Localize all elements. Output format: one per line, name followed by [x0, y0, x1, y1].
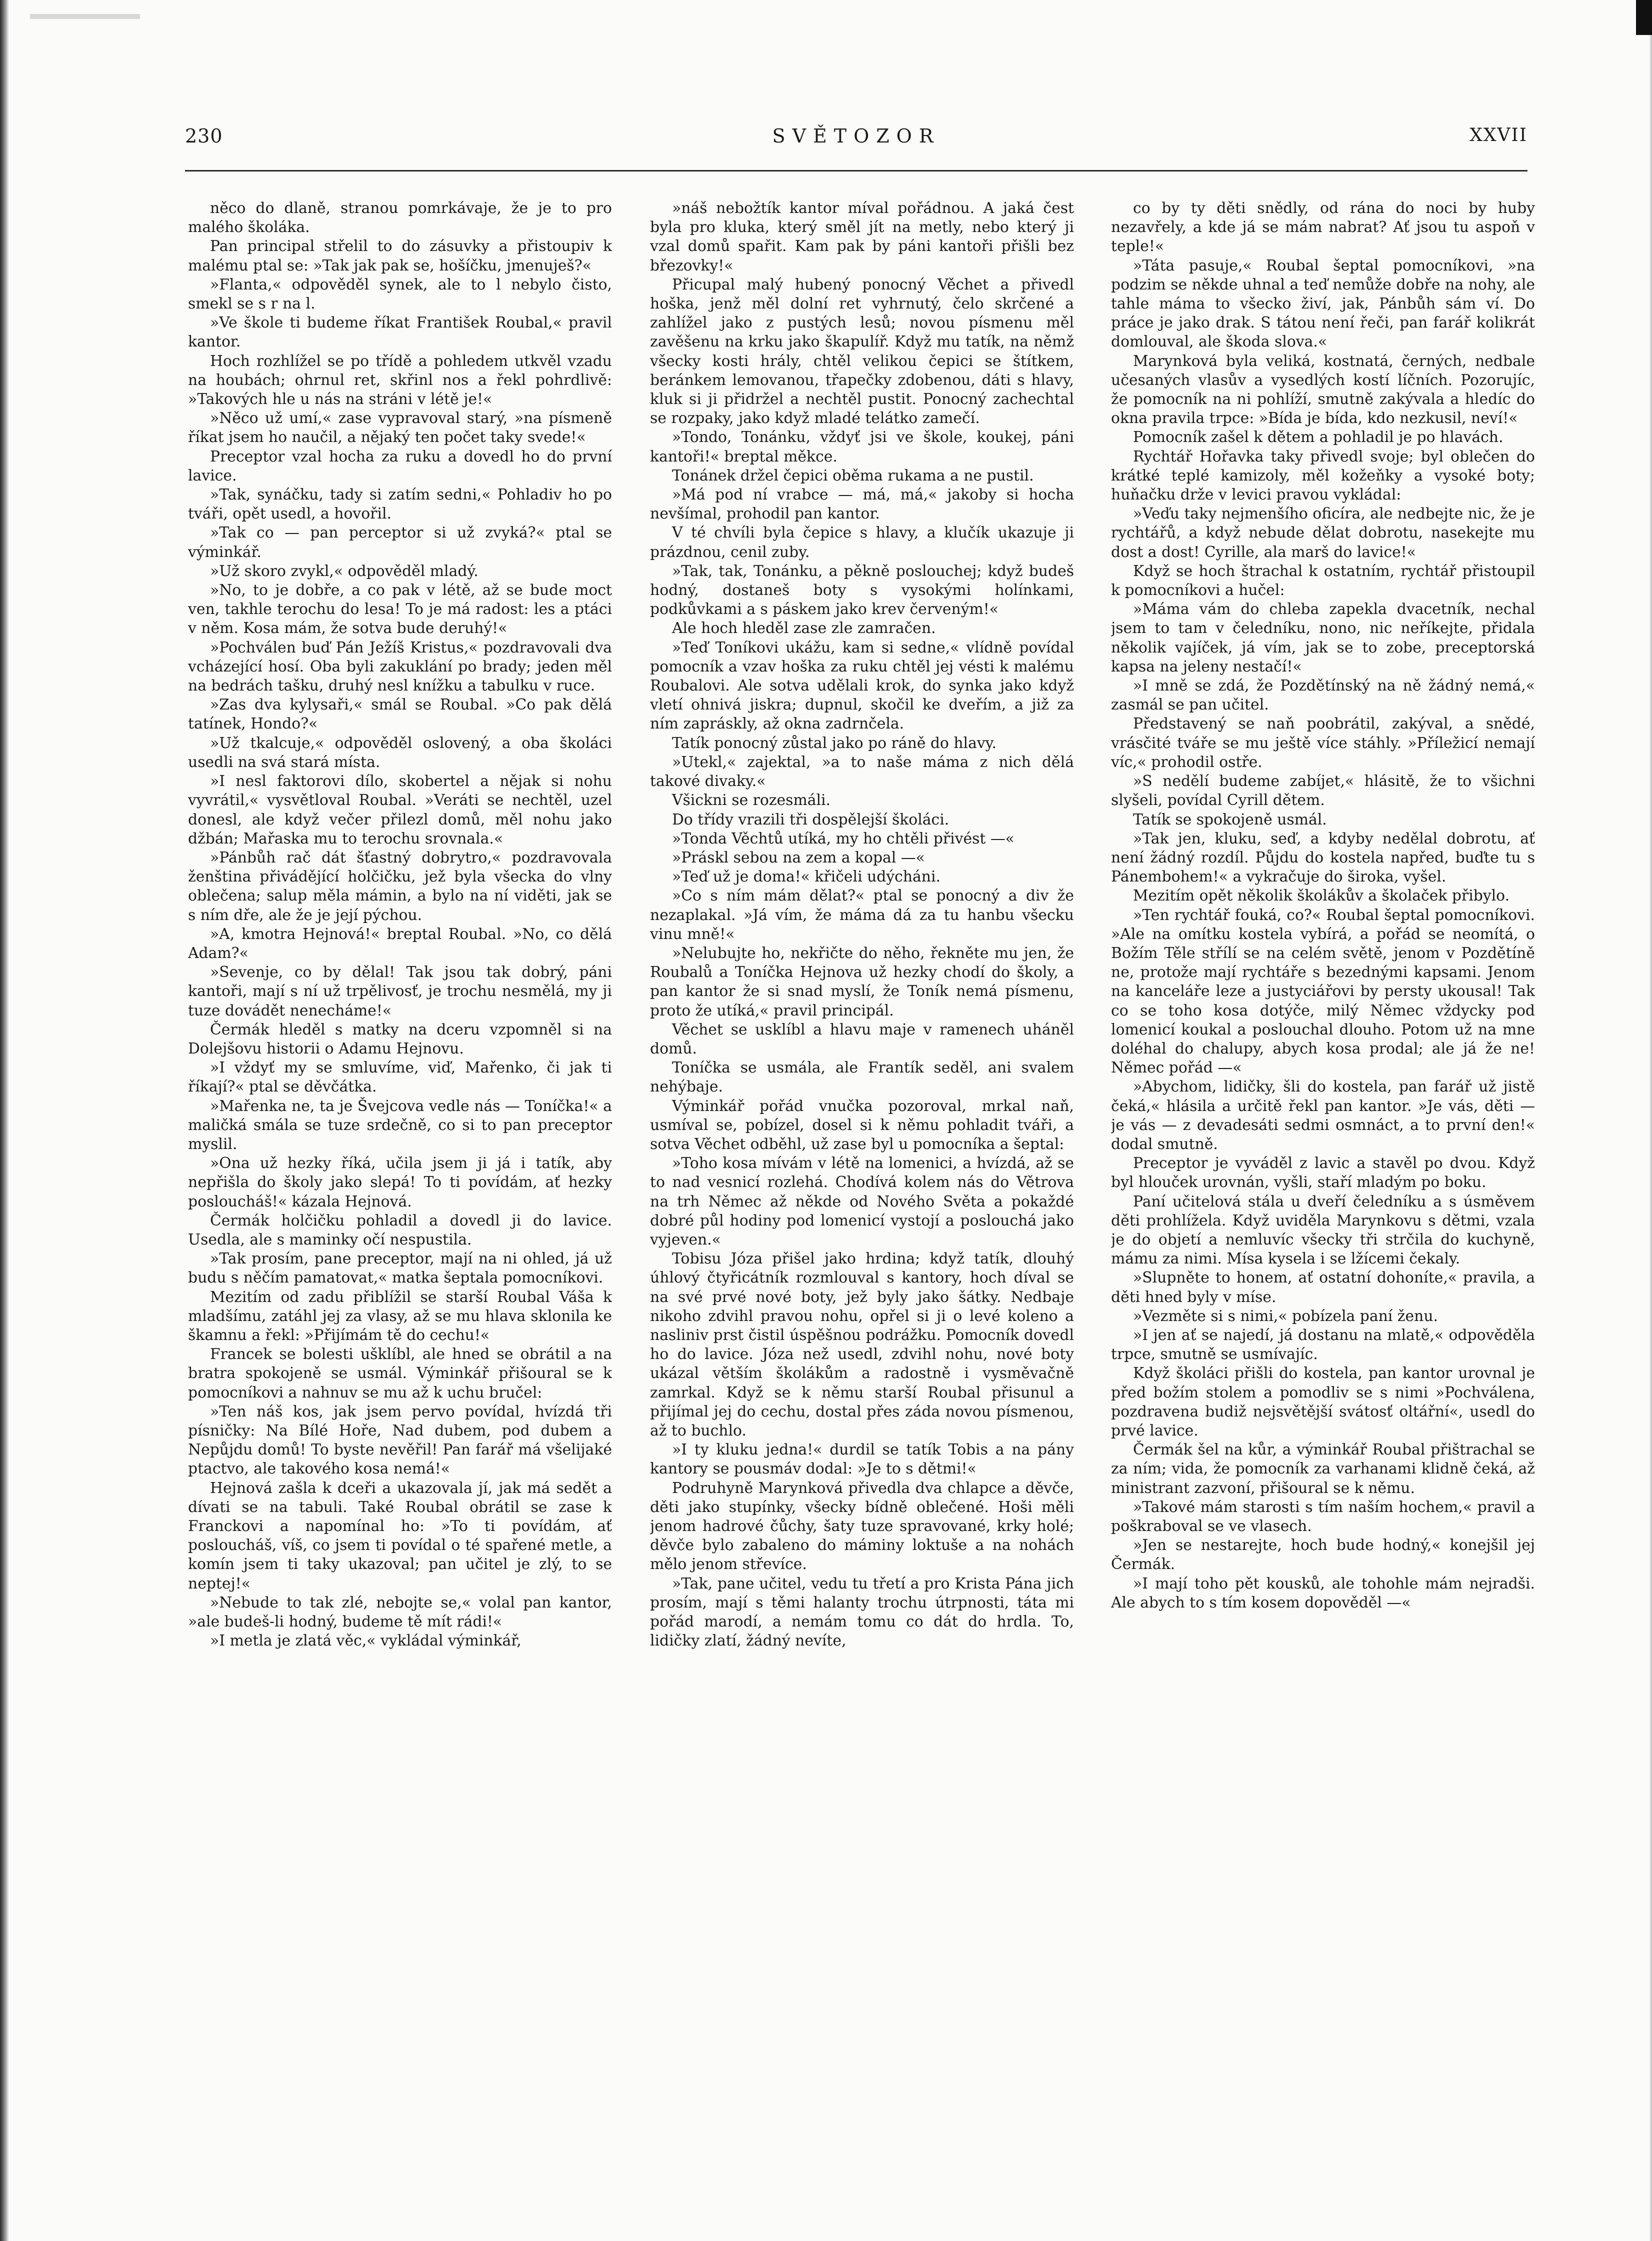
paragraph: »I jen ať se najedí, já dostanu na mlatě,« odpověděla trpce, smutně se usmívajíc. [1111, 1326, 1535, 1364]
text-column-middle [650, 199, 1074, 2134]
paragraph: »Takové mám starosti s tím naším hochem,« pravil a poškraboval se ve vlasech. [1111, 1498, 1535, 1536]
paragraph: »Má pod ní vrabce — má, má,« jakoby si hocha nevšímal, prohodil pan kantor. [650, 486, 1074, 523]
paragraph: Marynková byla veliká, kostnatá, černých, nedbale učesaných vlasův a vysedlých kostí líčních. Pozorujíc, že pomocník na ni pohlíží, smutně zakývala a hledíc do okna pravila trpce: »Bída je bída, kdo nezkusil, neví!« [1111, 352, 1535, 428]
paragraph: »náš nebožtík kantor míval pořádnou. A jaká čest byla pro kluka, který směl jít na metly, nebo který ji vzal domů spařit. Kam pak by páni kantoři přišli bez březovky!« [650, 200, 1074, 274]
paragraph: »Tak jen, kluku, seď, a kdyby nedělal dobrotu, ať není žádný rozdíl. Půjdu do kostela napřed, buďte tu s Pánembohem!« a vykračuje do široka, vyšel. [1111, 830, 1535, 886]
paragraph: Čermák šel na kůr, a výminkář Roubal přištrachal se za ním; vida, že pomocník za varhanami klidně čeká, až ministrant zazvoní, přišoural se k němu. [1111, 1441, 1535, 1497]
paragraph: »Jen se nestarejte, hoch bude hodný,« konejšil jej Čermák. [1111, 1536, 1535, 1574]
paragraph: »Veďu taky nejmenšího oficíra, ale nedbejte nic, že je rychtářů, a když nebude dělat dobrotu, nasekejte mu dost a dost! Cyrille, ala marš do lavice!« [1111, 505, 1535, 561]
text-column-left [188, 199, 612, 2134]
paragraph: »Tak, tak, Tonánku, a pěkně poslouchej; když budeš hodný, dostaneš boty s vysokými holínkami, podkůvkami a s páskem jako krev červeným!« [650, 562, 1074, 618]
paragraph: »Něco už umí,« zase vypravoval starý, »na písmeně říkat jsem ho naučil, a nějaký ten počet taky svede!« [188, 410, 612, 446]
paragraph: »Co s ním mám dělat?« ptal se ponocný a div že nezaplakal. »Já vím, že máma dá za tu hanbu všecku vinu mně!« [650, 887, 1074, 943]
paragraph: »I mají toho pět kousků, ale tohohle mám nejradši. Ale abych to s tím kosem dopověděl —« [1111, 1574, 1535, 1612]
paragraph: Všickni se rozesmáli. [672, 792, 831, 810]
page-header [185, 125, 1528, 155]
paragraph: »Toho kosa mívám v létě na lomenici, a hvízdá, až se to nad vesnicí rozlehá. Chodívá kolem nás do Větrova na trh Němec až někde od Nového Světa a pokaždé dobré půl hodiny pod lomenicí vystojí a poslouchá jako vyjeven.« [650, 1154, 1074, 1248]
paragraph: »Utekl,« zajektal, »a to naše máma z nich dělá takové divaky.« [650, 753, 1074, 790]
paragraph: Toníčka se usmála, ale Frantík seděl, ani svalem nehýbaje. [650, 1059, 1074, 1096]
paragraph: Pomocník zašel k dětem a pohladil je po hlavách. [1133, 428, 1504, 446]
scan-mark-top [30, 14, 140, 19]
paragraph: Čermák holčičku pohladil a dovedl ji do lavice. Usedla, ale s maminky očí nespustila. [188, 1212, 612, 1248]
scan-edge-right [1649, 35, 1652, 2241]
paragraph: Preceptor je vyváděl z lavic a stavěl po dvou. Když byl hlouček urovnán, vyšli, staří mladým po boku. [1111, 1154, 1535, 1192]
paragraph: »Ona už hezky říká, učila jsem ji já i tatík, aby nepřišla do školy jako slepá! To ti povídám, ať hezky posloucháš!« kázala Hejnová. [188, 1154, 612, 1210]
page-number: 230 [185, 125, 223, 147]
paragraph: »Tondo, Tonánku, vždyť jsi ve škole, koukej, páni kantoři!« breptal měkce. [650, 428, 1074, 466]
journal-title: SVĚTOZOR [772, 125, 940, 147]
paragraph: Čermák hleděl s matky na dceru vzpomněl si na Dolejšovu historii o Adamu Hejnovu. [188, 1020, 612, 1058]
paragraph: Věchet se usklíbl a hlavu maje v ramenech uháněl domů. [650, 1020, 1074, 1058]
paragraph: »Slupněte to honem, ať ostatní dohoníte,« pravila, a děti hned byly v míse. [1111, 1269, 1535, 1306]
paragraph: něco do dlaně, stranou pomrkávaje, že je to pro malého školáka. [188, 200, 612, 236]
paragraph: »Teď Toníkovi ukážu, kam si sedne,« vlídně povídal pomocník a vzav hoška za ruku chtěl jej vésti k malému Roubalovi. Ale sotva udělali krok, do synka jako když vletí ohnivá jiskra; dupnul, skočil ke dveřím, a již za ním zapráskly, až okna zadrnčela. [650, 638, 1074, 733]
paragraph: »I metla je zlatá věc,« vykládal výminkář, [210, 1632, 522, 1650]
paragraph: Do třídy vrazili tři dospělejší školáci. [672, 810, 950, 828]
paragraph: Tobisu Józa přišel jako hrdina; když tatík, dlouhý úhlový čtyřicátník rozmlouval s kantory, hoch díval se na své prvé nové boty, jež byly jako šátky. Nedbaje nikoho zdvihl pravou nohu, opřel si ji o levé koleno a nasliniv prst čistil úspěšnou podrážku. Pomocník dovedl ho do lavice. Józa než usedl, zdvihl nohu, nové boty ukázal větším školákům a radostně i vysměvačně zamrkal. Když se k němu starší Roubal přisunul a přijímal jej do cechu, dostal přes záda novou písmenou, až to buchlo. [650, 1250, 1074, 1440]
text-column-right [1111, 199, 1535, 2134]
paragraph: Mezitím od zadu přiblížil se starší Roubal Váša k mladšímu, zatáhl jej za vlasy, až se mu hlava sklonila ke škamnu a řekl: »Přijímám tě do cechu!« [188, 1288, 612, 1344]
paragraph: Hoch rozhlížel se po třídě a pohledem utkvěl vzadu na houbách; ohrnul ret, skřinl nos a řekl pohrdlivě: »Takových hle u nás na stráni v létě je!« [188, 352, 612, 408]
paragraph: Francek se bolesti ušklíbl, ale hned se obrátil a na bratra spokojeně se usmál. Výminkář přišoural se k pomocníkovi a nahnuv se mu až k uchu bručel: [188, 1346, 612, 1402]
paragraph: »Ten náš kos, jak jsem pervo povídal, hvízdá tři písničky: Na Bílé Hoře, Nad dubem, pod dubem a Nepůjdu domů! To byste nevěřil! Pan farář má všelijaké ptactvo, ale takového kosa nemá!« [188, 1402, 612, 1478]
paragraph: »Pánbůh rač dát šťastný dobrytro,« pozdravovala ženština přivádějící holčičku, jež byla všecka do vlny oblečena; salup měla mámin, a bylo na ní viděti, jak se s ním dře, ale že je její pýchou. [188, 848, 612, 924]
paragraph: Mezitím opět několik školákův a školaček přibylo. [1133, 887, 1510, 905]
paragraph: »Už tkalcuje,« odpověděl oslovený, a oba školáci usedli na svá stará místa. [188, 734, 612, 771]
paragraph: »Tak, synáčku, tady si zatím sedni,« Pohladiv ho po tváři, opět usedl, a hovořil. [188, 486, 612, 523]
paragraph: »Abychom, lidičky, šli do kostela, pan farář už jistě čeká,« hlásila a určitě řekl pan kantor. »Je vás, děti — je vás — z devadesáti sedmi osmnáct, a to první den!« dodal smutně. [1111, 1078, 1535, 1153]
paragraph: »Flanta,« odpověděl synek, ale to l nebylo čisto, smekl se s r na l. [188, 276, 612, 313]
paragraph: »Práskl sebou na zem a kopal —« [672, 848, 925, 866]
paragraph: V té chvíli byla čepice s hlavy, a klučík ukazuje ji prázdnou, cenil zuby. [650, 524, 1074, 561]
paragraph: Když se hoch štrachal k ostatním, rychtář přistoupil k pomocníkovi a hučel: [1111, 562, 1535, 600]
volume-number: XXVII [1470, 125, 1528, 146]
paragraph: Pan principal střelil to do zásuvky a přistoupiv k malému ptal se: »Tak jak pak se, hošíčku, jmenuješ?« [188, 238, 612, 274]
paragraph: »Máma vám do chleba zapekla dvacetník, nechal jsem to tam v čeledníku, nono, nic neříkejte, přidala několik vajíček, já vím, jak se to zobe, preceptorská kapsa na jeleny nestačí!« [1111, 600, 1535, 676]
scan-corner-mark [1636, 0, 1652, 35]
paragraph: »Ve škole ti budeme říkat František Roubal,« pravil kantor. [188, 314, 612, 351]
paragraph: »Mařenka ne, ta je Švejcova vedle nás — Toníčka!« a maličká smála se tuze srdečně, co si to pan preceptor myslil. [188, 1097, 612, 1153]
paragraph: »Táta pasuje,« Roubal šeptal pomocníkovi, »na podzim se někde uhnal a teď nemůže dobře na nohy, ale tahle máma to všecko živí, jak, Pánbůh sám ví. Do práce je jako drak. S tátou není řeči, pan farář kolikrát domlouval, ale škoda slova.« [1111, 256, 1535, 351]
paragraph: Když školáci přišli do kostela, pan kantor urovnal je před božím stolem a pomodliv se s nimi »Pochválena, pozdravena budiž nejsvětější svátosť oltářní«, usedl do prvé lavice. [1111, 1364, 1535, 1440]
paragraph: »Pochválen buď Pán Ježíš Kristus,« pozdravovali dva vcházející hosí. Oba byli zakuklání po brady; jeden měl na bedrách tašku, druhý nesl knížku a tabulku v ruce. [188, 638, 612, 695]
paragraph: »A, kmotra Hejnová!« breptal Roubal. »No, co dělá Adam?« [188, 925, 612, 962]
paragraph: Přicupal malý hubený ponocný Věchet a přivedl hoška, jenž měl dolní ret vyhrnutý, čelo skrčené a zahlížel jako z pustých lesů; novou písmenu měl zavěšenu na krku jako škapulíř. Když mu tatík, na němž všecky kosti hrály, chtěl velikou čepici se štítkem, beránkem lemovanou, třapečky zdobenou, dáti s hlavy, kluk si ji přidržel a nechtěl pustit. Ponocný zachechtal se rozpaky, jako když mladé telátko zamečí. [650, 276, 1074, 428]
paragraph: »I nesl faktorovi dílo, skobertel a nějak si nohu vyvrátil,« vysvětloval Roubal. »Veráti se nechtěl, uzel donesl, ale když večer přilezl domů, měl nohu jako džbán; Mařaska mu to terochu srovnala.« [188, 772, 612, 848]
paragraph: »Sevenje, co by dělal! Tak jsou tak dobrý, páni kantoři, mají s ní už trpělivosť, je trochu nesmělá, my ji tuze dovádět nenecháme!« [188, 964, 612, 1020]
paragraph: »Zas dva kylysaři,« smál se Roubal. »Co pak dělá tatínek, Hondo?« [188, 696, 612, 733]
header-rule [185, 170, 1528, 172]
scan-edge-left [0, 0, 9, 2241]
paragraph: Tatík se spokojeně usmál. [1133, 810, 1327, 828]
paragraph: Tonánek držel čepici oběma rukama a ne pustil. [672, 466, 1034, 484]
paragraph: Podruhyně Marynková přivedla dva chlapce a děvče, děti jako stupínky, všecky bídně oblečené. Hoši měli jenom hadrové čůchy, šaty tuze spravované, krky holé; děvče bylo zabaleno do máminy loktuše a na nohách mělo jenom střevíce. [650, 1479, 1074, 1574]
paragraph: »I mně se zdá, že Pozdětínský na ně žádný nemá,« zasmál se pan učitel. [1111, 677, 1535, 714]
paragraph: »Tak, pane učitel, vedu tu třetí a pro Krista Pána jich prosím, mají s těmi halanty trochu útrpnosti, táta mi pořád marodí, a nemám tomu co dát do hrdla. To, lidičky zlatí, žádný nevíte, [650, 1574, 1074, 1650]
paragraph: »I vždyť my se smluvíme, viď, Mařenko, či jak ti říkají?« ptal se děvčátka. [188, 1059, 612, 1096]
paragraph: »Teď už je doma!« křičeli udýcháni. [672, 868, 940, 886]
paragraph: »Vezměte si s nimi,« pobízela paní ženu. [1133, 1307, 1438, 1325]
paragraph: Představený se naň poobrátil, zakýval, a snědé, vrásčité tváře se mu ještě více stáhly. »Příležicí nemají víc,« prohodil ostře. [1111, 715, 1535, 771]
paragraph: »Tak co — pan perceptor si už zvyká?« ptal se výminkář. [188, 524, 612, 561]
paragraph: »Nebude to tak zlé, nebojte se,« volal pan kantor, »ale budeš-li hodný, budeme tě mít rádi!« [188, 1594, 612, 1631]
paragraph: Tatík ponocný zůstal jako po ráně do hlavy. [672, 734, 997, 752]
paragraph: Výminkář pořád vnučka pozoroval, mrkal naň, usmíval se, pobízel, dosel si k němu pohladit tváři, a sotva Věchet odběhl, už zase byl u pomocníka a šeptal: [650, 1097, 1074, 1153]
paragraph: Preceptor vzal hocha za ruku a dovedl ho do první lavice. [188, 448, 612, 484]
paragraph: Paní učitelová stála u dveří čeledníku a s úsměvem děti prohlížela. Když uviděla Marynkovu s dětmi, vzala je do objetí a nemluvíc všecky tři strčila do kuchyně, mámu za nimi. Mísa kysela i se lžícemi čekaly. [1111, 1192, 1535, 1268]
paragraph: Rychtář Hořavka taky přivedl svoje; byl oblečen do krátké teplé kamizoly, měl kožeňky a vysoké boty; huňačku drže v levici pravou vykládal: [1111, 448, 1535, 504]
paragraph: Ale hoch hleděl zase zle zamračen. [672, 620, 936, 638]
paragraph: »Tak prosím, pane preceptor, mají na ni ohled, já už budu s něčím pamatovat,« matka šeptala pomocníkovi. [188, 1250, 612, 1287]
paragraph: Hejnová zašla k dceři a ukazovala jí, jak má sedět a dívati se na tabuli. Také Roubal obrátil se zase k Franckovi a napomínal ho: »To ti povídám, ať posloucháš, víš, co jsem ti povídal o té spařené metle, a komín jsem ti taky ukazoval; pan učitel je zlý, to se neptej!« [188, 1479, 612, 1592]
paragraph: »Ten rychtář fouká, co?« Roubal šeptal pomocníkovi. »Ale na omítku kostela vybírá, a pořád se neomítá, o Božím Těle střílí se na celém světě, jenom v Pozdětíně ne, protože mají rychtáře s bezednými kapsami. Jenom na kanceláře leze a justyciářovi by persty ukousal! Tak co se toho kosa dotýče, milý Němec vždycky pod lomenicí koukal a poslouchal dlouho. Potom už na mne doléhal do chalupy, abych kosa prodal; ale já že ne! Němec pořád —« [1111, 906, 1535, 1077]
paragraph: »No, to je dobře, a co pak v létě, až se bude moct ven, takhle terochu do lesa! To je má radost: les a ptáci v něm. Kosa mám, že sotva bude deruhý!« [188, 582, 612, 638]
paragraph: »I ty kluku jedna!« durdil se tatík Tobis a na pány kantory se pousmáv dodal: »Je to s dětmi!« [650, 1441, 1074, 1478]
paragraph: »S nedělí budeme zabíjet,« hlásitě, že to všichni slyšeli, povídal Cyrill dětem. [1111, 772, 1535, 810]
paragraph: »Tonda Věchtů utíká, my ho chtěli přivést —« [672, 830, 1014, 848]
paragraph: »Už skoro zvykl,« odpověděl mladý. [210, 562, 478, 580]
paragraph: co by ty děti snědly, od rána do noci by huby nezavřely, a kde já se mám nabrat? Ať jsou tu aspoň v teple!« [1111, 200, 1535, 256]
paragraph: »Nelubujte ho, nekřičte do něho, řekněte mu jen, že Roubalů a Toníčka Hejnova už hezky chodí do školy, a pan kantor že si snad myslí, že Toník nemá písmenu, proto že utíká,« pravil principál. [650, 944, 1074, 1020]
